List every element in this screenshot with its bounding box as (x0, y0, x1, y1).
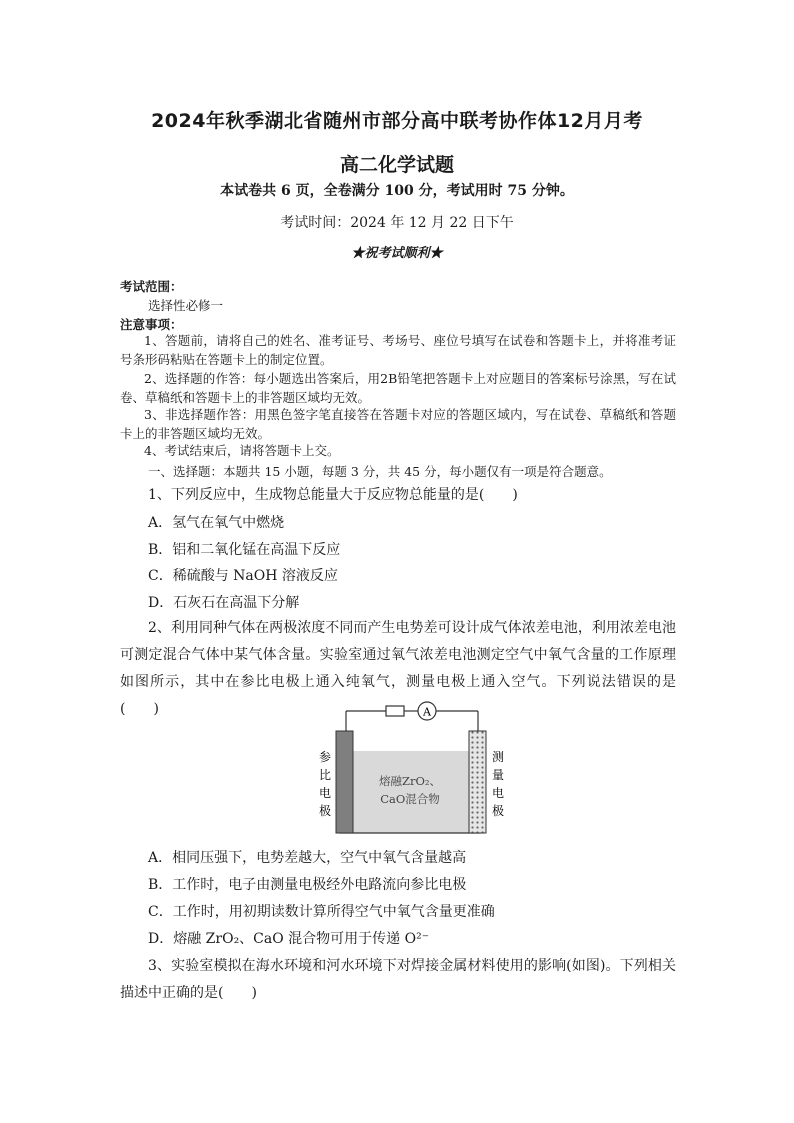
concentration-cell-figure (300, 695, 520, 840)
scope-label: 考试范围： (120, 279, 183, 294)
q1-stem: 1、下列反应中，生成物总能量大于反应物总能量的是( ) (148, 487, 518, 503)
measuring-label-char-3: 电 (491, 786, 505, 800)
q1-option-b: B．铝和二氧化锰在高温下反应 (148, 542, 341, 558)
exam-subtitle: 高二化学试题 (339, 154, 454, 176)
q2-option-c: C．工作时，用初期读数计算所得空气中氧气含量更准确 (148, 904, 495, 920)
q3-stem: 3、实验室模拟在海水环境和河水环境下对焊接金属材料使用的影响(如图)。下列相关描述中正确的是( ) (120, 958, 676, 1001)
measuring-label-char-4: 极 (491, 804, 505, 818)
measuring-electrode (469, 731, 486, 833)
reference-label-char-3: 电 (318, 786, 332, 800)
measuring-label-char-2: 量 (491, 768, 505, 782)
resistor (386, 706, 404, 716)
note-item-4: 4、考试结束后，请将答题卡上交。 (144, 443, 340, 458)
exam-title: 2024年秋季湖北省随州市部分高中联考协作体12月月考 (151, 110, 643, 132)
ammeter-label: A (423, 705, 431, 719)
reference-electrode (336, 731, 353, 833)
reference-label-char-1: 参 (318, 750, 332, 764)
measuring-label-char-1: 测 (491, 750, 505, 764)
electrolyte-label-1: 熔融ZrO₂、 (378, 774, 442, 788)
note-item-3: 3、非选择题作答：用黑色签字笔直接答在答题卡对应的答题区域内，写在试卷、草稿纸和答题卡上的非答题区域均无效。 (120, 407, 676, 441)
reference-label-char-2: 比 (318, 768, 332, 782)
scope-value: 选择性必修一 (148, 298, 224, 313)
good-luck-banner: ★祝考试顺利★ (351, 246, 443, 261)
q2-stem: 2、利用同种气体在两极浓度不同而产生电势差可设计成气体浓差电池，利用浓差电池可测定混合气体中某气体含量。实验室通过氧气浓差电池测定空气中氧气含量的工作原理如图所示，其中在参比电极上通入纯氧气，测量电极上通入空气。下列说法错误的是( ) (120, 620, 676, 717)
q2-option-a: A．相同压强下，电势差越大，空气中氧气含量越高 (148, 850, 467, 866)
electrolyte-label-2: CaO混合物 (380, 792, 440, 806)
exam-info: 本试卷共 6 页，全卷满分 100 分，考试用时 75 分钟。 (220, 183, 574, 199)
section-heading: 一、选择题：本题共 15 小题，每题 3 分，共 45 分，每小题仅有一项是符合题意。 (148, 464, 612, 479)
reference-label-char-4: 极 (318, 804, 332, 818)
q1-option-d: D．石灰石在高温下分解 (148, 595, 300, 611)
q2-option-b: B．工作时，电子由测量电极经外电路流向参比电极 (148, 877, 467, 893)
note-item-2: 2、选择题的作答：每小题选出答案后，用2B铅笔把答题卡上对应题目的答案标号涂黑，写在试卷、草稿纸和答题卡上的非答题区域均无效。 (120, 371, 676, 405)
q1-option-c: C．稀硫酸与 NaOH 溶液反应 (148, 568, 338, 584)
exam-time: 考试时间：2024 年 12 月 22 日下午 (280, 215, 514, 231)
q2-option-d: D．熔融 ZrO₂、CaO 混合物可用于传递 O²⁻ (148, 931, 430, 947)
q1-option-a: A．氢气在氧气中燃烧 (148, 515, 285, 531)
note-item-1: 1、答题前，请将自己的姓名、准考证号、考场号、座位号填写在试卷和答题卡上，并将准考证号条形码粘贴在答题卡上的制定位置。 (120, 333, 676, 367)
notes-label: 注意事项： (120, 317, 183, 332)
